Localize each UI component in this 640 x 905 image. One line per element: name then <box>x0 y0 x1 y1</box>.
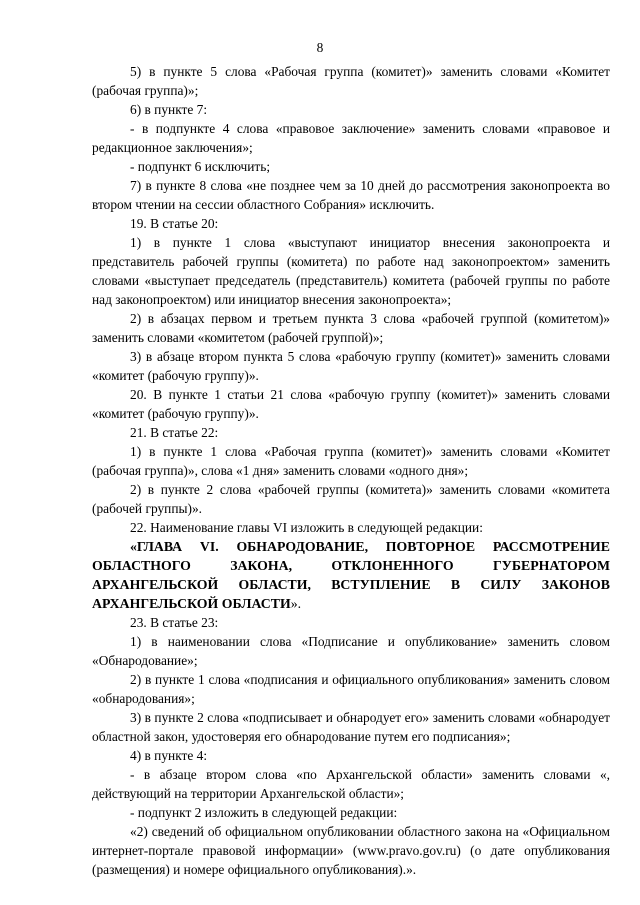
paragraph: - в подпункте 4 слова «правовое заключение» заменить словами «правовое и редакционное заключения»; <box>92 121 610 155</box>
paragraph: 2) в абзацах первом и третьем пункта 3 слова «рабочей группой (комитетом)» заменить словами «комитетом (рабочей группой)»; <box>92 311 610 345</box>
paragraph: «2) сведений об официальном опубликовании областного закона на «Официальном интернет-портале правовой информации» (www.pravo.gov.ru) (о дате опубликования (размещения) и номере официального опубликования).». <box>92 824 610 877</box>
paragraph: 5) в пункте 5 слова «Рабочая группа (комитет)» заменить словами «Комитет (рабочая группа)»; <box>92 64 610 98</box>
document-body <box>92 62 610 879</box>
paragraph: 20. В пункте 1 статьи 21 слова «рабочую группу (комитет)» заменить словами «комитет (рабочую группу)». <box>92 387 610 421</box>
paragraph: 3) в пункте 2 слова «подписывает и обнародует его» заменить словами «обнародует областной закон, удостоверяя его обнародование путем его подписания»; <box>92 710 610 744</box>
paragraph: 19. В статье 20: <box>130 216 219 231</box>
paragraph: 23. В статье 23: <box>130 615 219 630</box>
paragraph: 2) в пункте 2 слова «рабочей группы (комитета)» заменить словами «комитета (рабочей группы)». <box>92 482 610 516</box>
chapter-heading <box>92 537 610 613</box>
paragraph: 22. Наименование главы VI изложить в следующей редакции: <box>130 520 483 535</box>
paragraph: 1) в пункте 1 слова «выступают инициатор внесения законопроекта и представитель рабочей группы (комитета) по работе над законопроектом» заменить словами «выступает председатель (представитель) комитета (рабочей группы по работе над законопроектом) или инициатор внесения законопроекта»; <box>92 235 610 307</box>
page-number: 8 <box>316 40 324 55</box>
paragraph: 21. В статье 22: <box>130 425 219 440</box>
paragraph: 7) в пункте 8 слова «не позднее чем за 10 дней до рассмотрения законопроекта во втором чтении на сессии областного Собрания» исключить. <box>92 178 610 212</box>
paragraph: 4) в пункте 4: <box>130 748 208 763</box>
chapter-heading-tail: ». <box>290 596 302 611</box>
paragraph: - подпункт 6 исключить; <box>130 159 271 174</box>
paragraph: 3) в абзаце втором пункта 5 слова «рабочую группу (комитет)» заменить словами «комитет (рабочую группу)». <box>92 349 610 383</box>
paragraph: - подпункт 2 изложить в следующей редакции: <box>130 805 398 820</box>
paragraph: 2) в пункте 1 слова «подписания и официального опубликования» заменить словом «обнародования»; <box>92 672 610 706</box>
paragraph: 1) в пункте 1 слова «Рабочая группа (комитет)» заменить словами «Комитет (рабочая группа)», слова «1 дня» заменить словами «одного дня»; <box>92 444 610 478</box>
paragraph: 1) в наименовании слова «Подписание и опубликование» заменить словом «Обнародование»; <box>92 634 610 668</box>
chapter-heading-text: «ГЛАВА VI. ОБНАРОДОВАНИЕ, ПОВТОРНОЕ РАССМОТРЕНИЕ ОБЛАСТНОГО ЗАКОНА, ОТКЛОНЕННОГО ГУБЕРНАТОРОМ АРХАНГЕЛЬСКОЙ ОБЛАСТИ, ВСТУПЛЕНИЕ В СИЛУ ЗАКОНОВ АРХАНГЕЛЬСКОЙ ОБЛАСТИ <box>92 539 610 611</box>
paragraph: - в абзаце втором слова «по Архангельской области» заменить словами «, действующий на территории Архангельской области»; <box>92 767 610 801</box>
paragraph: 6) в пункте 7: <box>130 102 208 117</box>
